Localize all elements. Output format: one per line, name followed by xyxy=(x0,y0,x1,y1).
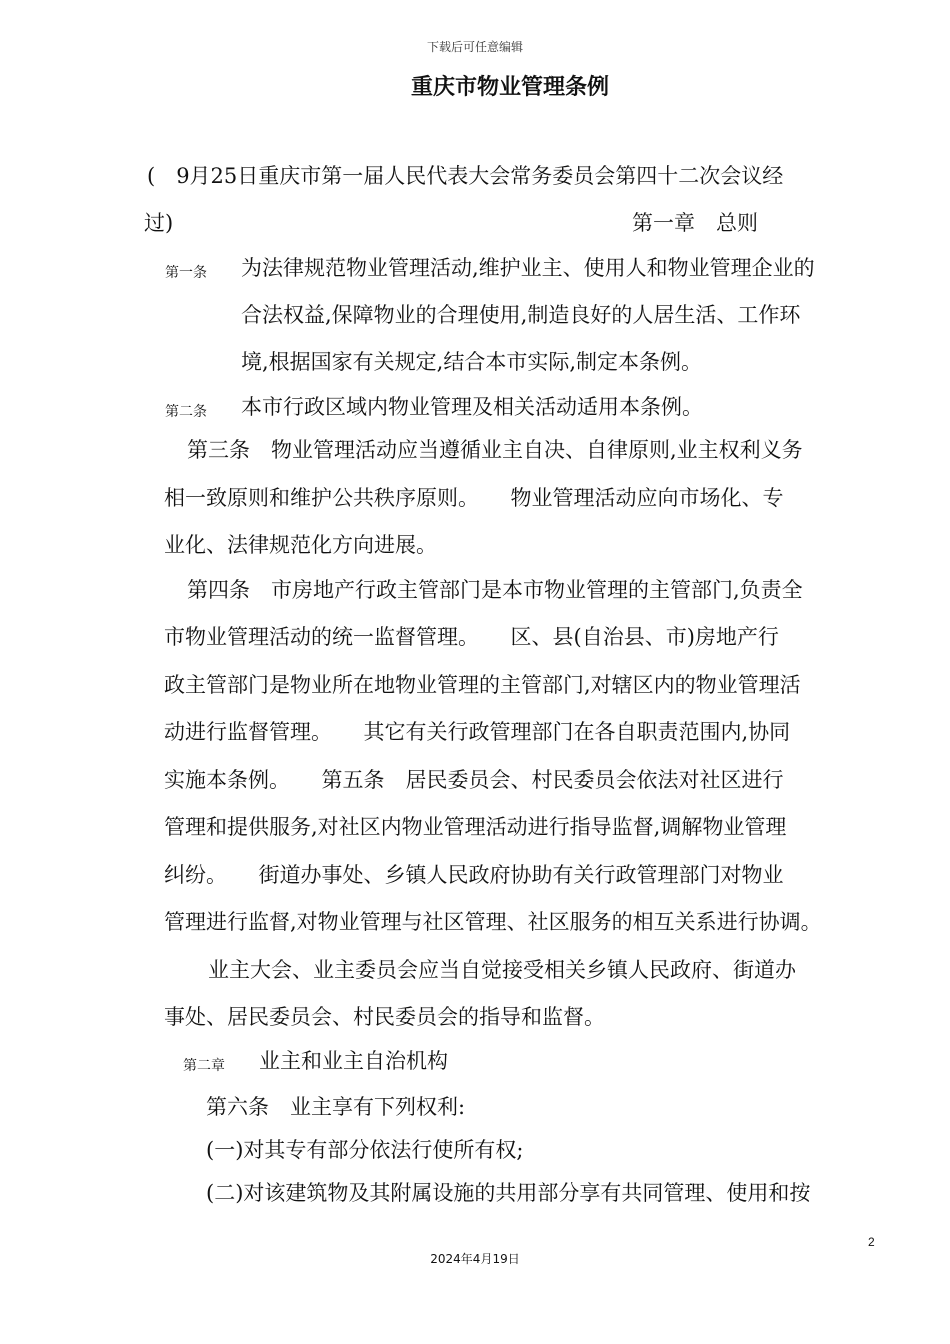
article-1-line-2: 合法权益,保障物业的合理使用,制造良好的人居生活、工作环 xyxy=(241,303,801,327)
chapter-2-label: 第二章 xyxy=(183,1058,225,1074)
article-6-item-1: (一)对其专有部分依法行使所有权; xyxy=(206,1138,524,1162)
article-4-line-3: 政主管部门是物业所在地物业管理的主管部门,对辖区内的物业管理活 xyxy=(164,673,801,697)
article-4-line-1: 第四条 市房地产行政主管部门是本市物业管理的主管部门,负责全 xyxy=(187,578,803,602)
article-5-line-6: 事处、居民委员会、村民委员会的指导和监督。 xyxy=(164,1005,605,1029)
article-2-text: 本市行政区域内物业管理及相关活动适用本条例。 xyxy=(241,395,703,419)
article-5-line-4: 管理进行监督,对物业管理与社区管理、社区服务的相互关系进行协调。 xyxy=(164,910,822,934)
adoption-line-2: 过) xyxy=(144,211,174,235)
article-1-label: 第一条 xyxy=(165,265,207,281)
article-6-item-2: (二)对该建筑物及其附属设施的共用部分享有共同管理、使用和按 xyxy=(206,1181,811,1205)
article-3-line-1: 第三条 物业管理活动应当遵循业主自决、自律原则,业主权利义务 xyxy=(187,438,803,462)
article-5-line-2: 管理和提供服务,对社区内物业管理活动进行指导监督,调解物业管理 xyxy=(164,815,787,839)
article-4-line-5: 实施本条例。 第五条 居民委员会、村民委员会依法对社区进行 xyxy=(164,768,784,792)
article-1-line-3: 境,根据国家有关规定,结合本市实际,制定本条例。 xyxy=(241,350,703,374)
article-2-label: 第二条 xyxy=(165,404,207,420)
article-6-line-1: 第六条 业主享有下列权利: xyxy=(206,1095,466,1119)
adoption-line-1: ( 9月25日重庆市第一届人民代表大会常务委员会第四十二次会议经 xyxy=(147,164,784,188)
footer-date: 2024年4月19日 xyxy=(430,1252,520,1266)
article-5-line-3: 纠纷。 街道办事处、乡镇人民政府协助有关行政管理部门对物业 xyxy=(164,863,784,887)
chapter-2-title: 业主和业主自治机构 xyxy=(259,1049,448,1073)
article-5-line-5: 业主大会、业主委员会应当自觉接受相关乡镇人民政府、街道办 xyxy=(208,958,796,982)
article-4-line-2: 市物业管理活动的统一监督管理。 区、县(自治县、市)房地产行 xyxy=(164,625,779,649)
document-title: 重庆市物业管理条例 xyxy=(410,75,609,100)
article-3-line-3: 业化、法律规范化方向进展。 xyxy=(164,533,437,557)
page-number: 2 xyxy=(868,1235,875,1249)
article-4-line-4: 动进行监督管理。 其它有关行政管理部门在各自职责范围内,协同 xyxy=(164,720,791,744)
header-note: 下载后可任意编辑 xyxy=(426,40,523,54)
article-3-line-2: 相一致原则和维护公共秩序原则。 物业管理活动应向市场化、专 xyxy=(164,486,784,510)
chapter-1-heading: 第一章 总则 xyxy=(632,211,758,235)
article-1-line-1: 为法律规范物业管理活动,维护业主、使用人和物业管理企业的 xyxy=(241,256,815,280)
